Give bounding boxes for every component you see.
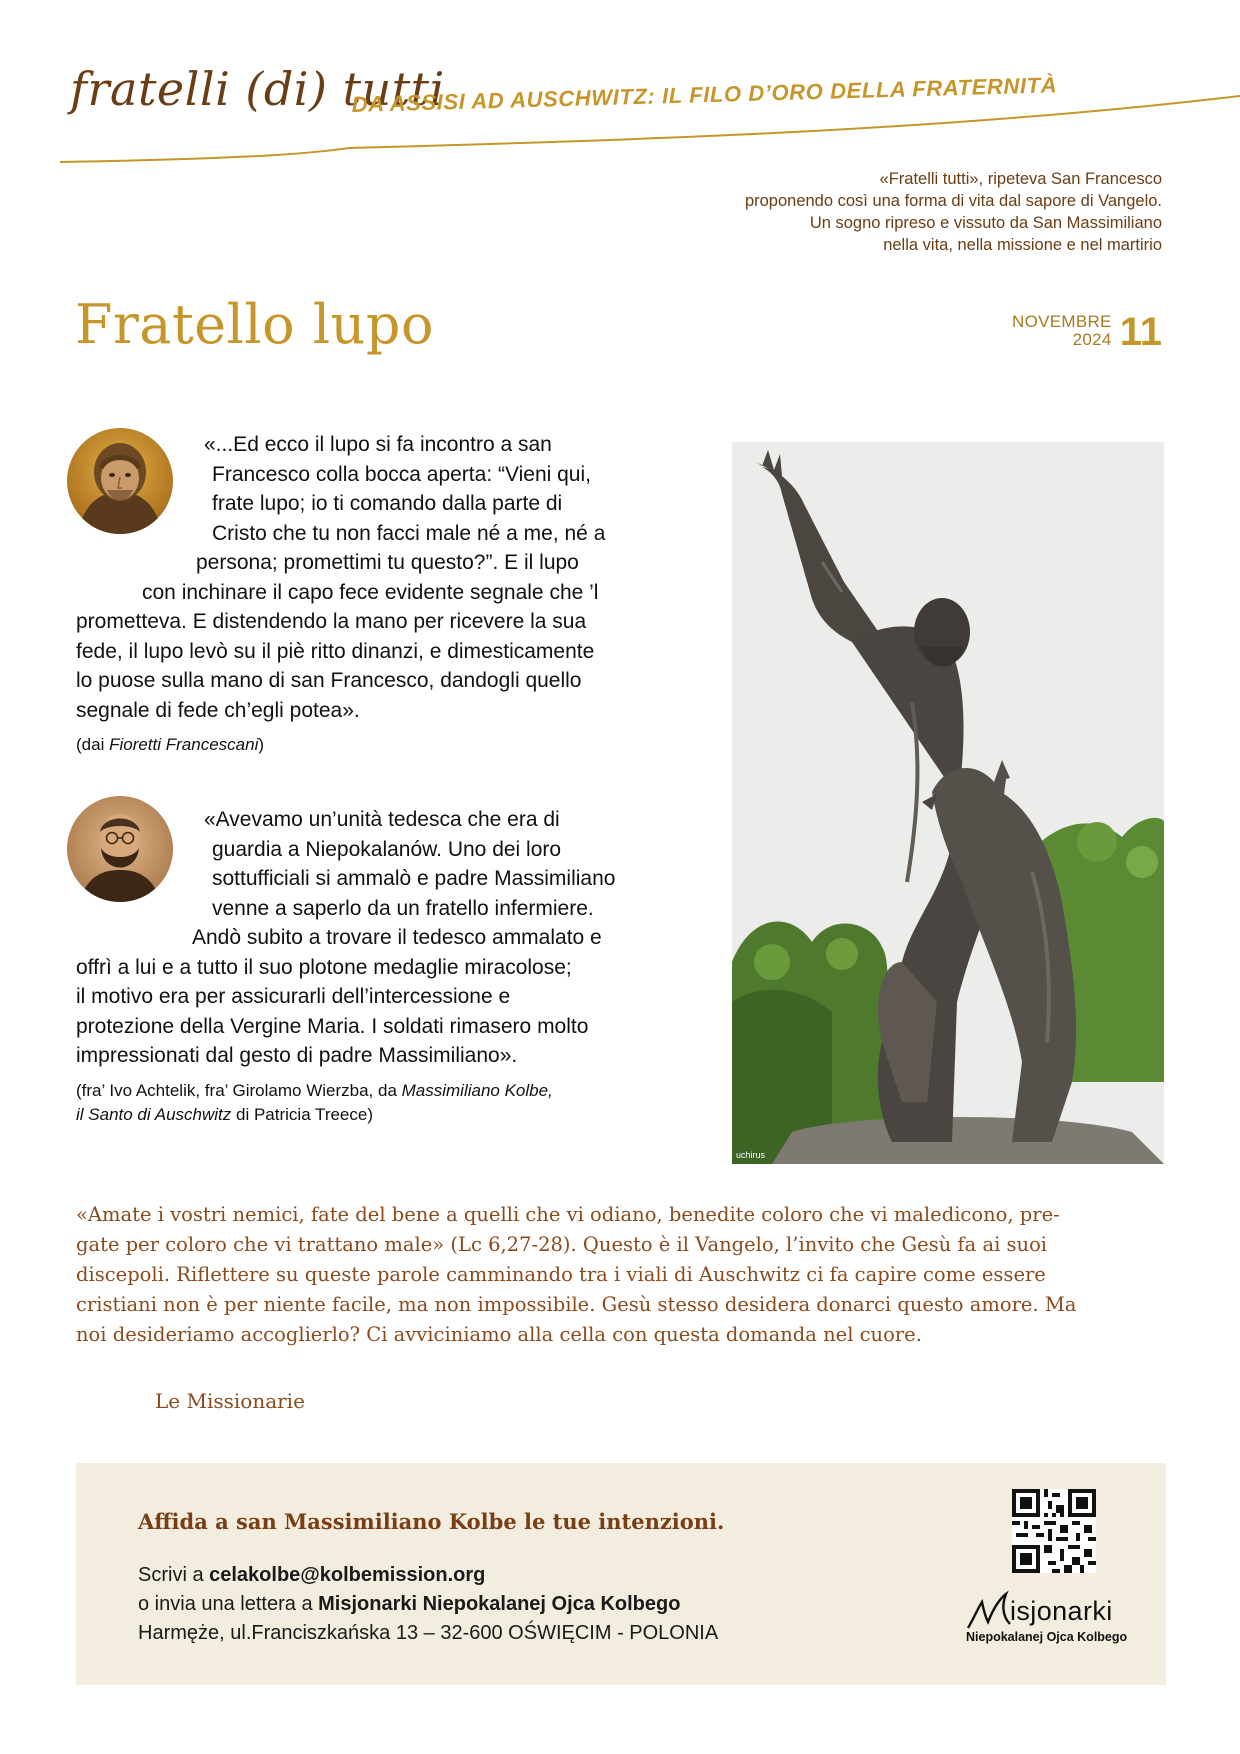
gospel-line: gate per coloro che vi trattano male» (Lc 6,27-28). Questo è il Vangelo, l’invito che Gesù fa ai suoi: [76, 1233, 1048, 1256]
issue-number: 11: [1119, 310, 1162, 354]
series-subtitle: DA ASSISI AD AUSCHWITZ: IL FILO D’ORO DELLA FRATERNITÀ: [351, 72, 1058, 118]
quote-line: Francesco colla bocca aperta: “Vieni qui,: [212, 462, 591, 486]
quote-line: Cristo che tu non facci male né a me, né a: [212, 521, 606, 545]
quote-kolbe: [76, 805, 696, 1127]
quote-line: persona; promettimi tu questo?”. E il lupo: [196, 551, 579, 574]
gospel-line: «Amate i vostri nemici, fate del bene a quelli che vi odiano, benedite coloro che vi maledicono, pre-: [76, 1203, 1060, 1226]
contact-email[interactable]: celakolbe@kolbemission.org: [209, 1564, 486, 1586]
logo-word: isjonarki: [1010, 1596, 1113, 1626]
contact-lines: Scrivi a celakolbe@kolbemission.org o invia una lettera a Misjonarki Niepokalanej Ojca Kolbego Harmęże, ul.Franciszkańska 13 – 32-600 OŚWIĘCIM - POLONIA: [138, 1561, 718, 1648]
quote-line: venne a saperlo da un fratello infermiere.: [212, 896, 594, 920]
gospel-paragraph: [76, 1200, 1166, 1350]
qr-code[interactable]: [1012, 1489, 1096, 1573]
intro-line: Un sogno ripreso e vissuto da San Massimiliano: [809, 214, 1162, 232]
issue-month: NOVEMBRE: [1012, 312, 1112, 331]
quote-line: offrì a lui e a tutto il suo plotone medaglie miracolose;: [76, 955, 572, 979]
logo-subtitle: Niepokalanej Ojca Kolbego: [966, 1630, 1128, 1644]
gospel-line: noi desideriamo accoglierlo? Ci avviciniamo alla cella con questa domanda nel cuore.: [76, 1323, 922, 1346]
quote-line: con inchinare il capo fece evidente segnale che ’l: [142, 580, 599, 604]
photo-credit: uchirus: [736, 1150, 766, 1160]
series-title: fratelli (di) tutti: [70, 62, 445, 116]
quote-line: «Avevamo un’unità tedesca che era di: [204, 808, 560, 831]
quote-line: Andò subito a trovare il tedesco ammalato e: [192, 926, 602, 949]
quote-line: «...Ed ecco il lupo si fa incontro a san: [204, 433, 552, 456]
contact-title: Affida a san Massimiliano Kolbe le tue intenzioni.: [138, 1509, 725, 1534]
page-title: Fratello lupo: [75, 293, 434, 356]
quote-line: il motivo era per assicurarli dell’intercessione e: [76, 985, 511, 1008]
quote-line: lo puose sulla mano di san Francesco, dandogli quello: [76, 669, 582, 692]
quote-line: sottufficiali si ammalò e padre Massimiliano: [212, 867, 616, 890]
statue-photo: [732, 442, 1164, 1164]
quote-fioretti: [76, 430, 696, 757]
issue-year: 2024: [1072, 330, 1112, 349]
quote-line: segnale di fede ch’egli potea».: [76, 698, 360, 722]
intro-line: proponendo così una forma di vita dal sapore di Vangelo.: [744, 192, 1162, 210]
quote-line: impressionati dal gesto di padre Massimiliano».: [76, 1044, 518, 1067]
intro-line: «Fratelli tutti», ripeteva San Francesco: [879, 170, 1162, 188]
signature: Le Missionarie: [155, 1389, 305, 1413]
contact-address: Harmęże, ul.Franciszkańska 13 – 32-600 OŚWIĘCIM - POLONIA: [138, 1622, 719, 1644]
gospel-line: discepoli. Riflettere su queste parole camminando tra i viali di Auschwitz ci fa capire come essere: [76, 1263, 1046, 1286]
gospel-line: cristiani non è per niente facile, ma non impossibile. Gesù stesso desidera donarci questo amore. Ma: [76, 1293, 1077, 1316]
quote-line: protezione della Vergine Maria. I soldati rimasero molto: [76, 1014, 589, 1038]
contact-organization: Misjonarki Niepokalanej Ojca Kolbego: [318, 1593, 681, 1615]
contact-box: [76, 1463, 1166, 1685]
intro-text: [602, 168, 1162, 256]
quote-source: (fra’ Ivo Achtelik, fra’ Girolamo Wierzba, da Massimiliano Kolbe, il Santo di Auschwitz di Patricia Treece): [76, 1080, 553, 1124]
quote-line: prometteva. E distendendo la mano per ricevere la sua: [76, 610, 587, 633]
quote-source: (dai Fioretti Francescani): [76, 735, 265, 754]
issue-date: [1012, 310, 1162, 354]
intro-line: nella vita, nella missione e nel martirio: [883, 236, 1162, 254]
quote-line: fede, il lupo levò su il piè ritto dinanzi, e dimesticamente: [76, 639, 595, 663]
logo-m-mark: [966, 1588, 1016, 1632]
misjonarki-logo: [966, 1588, 1136, 1648]
quote-line: frate lupo; io ti comando dalla parte di: [212, 492, 563, 515]
quote-line: guardia a Niepokalanów. Uno dei loro: [212, 837, 562, 861]
